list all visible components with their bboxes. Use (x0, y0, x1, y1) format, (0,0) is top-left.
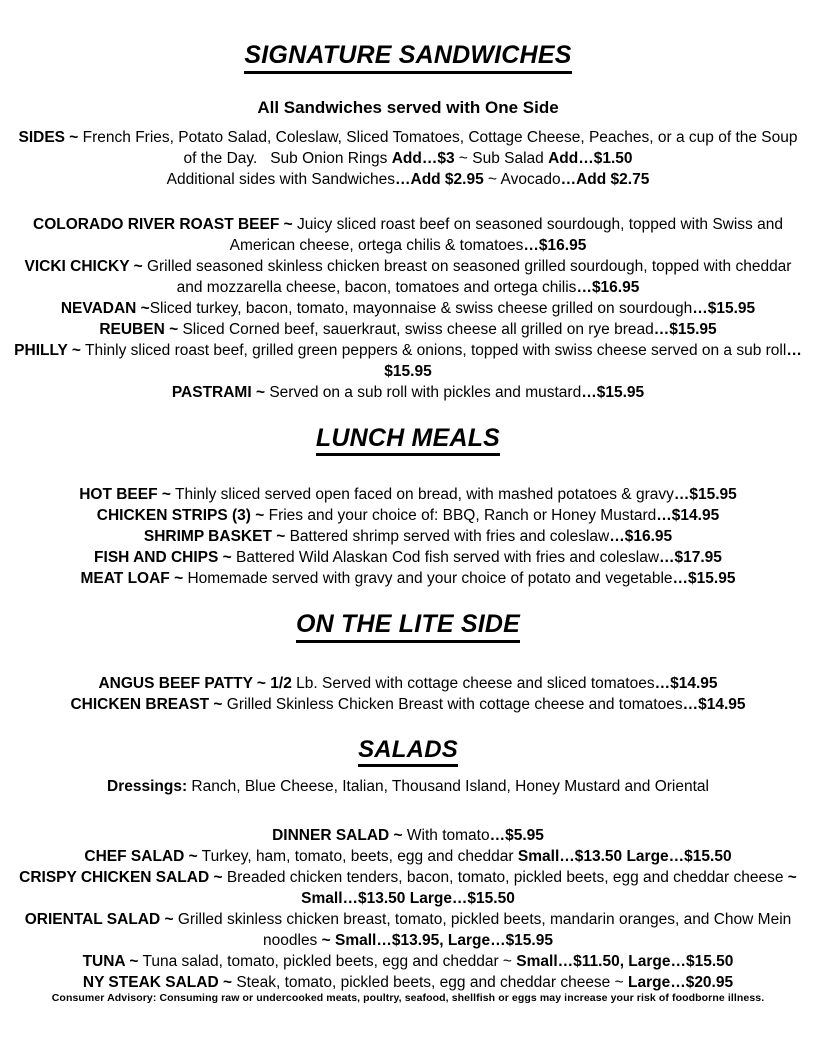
menu-item-name: CHICKEN BREAST ~ (70, 695, 223, 713)
menu-item-desc: Tuna salad, tomato, pickled beets, egg and cheddar ~ (138, 953, 517, 971)
section-heading-salads (14, 715, 802, 767)
menu-item-desc: Battered shrimp served with fries and coleslaw (285, 528, 610, 546)
menu-item-price: …$16.95 (523, 236, 587, 254)
menu-item-name: NEVADAN ~ (60, 299, 150, 317)
menu-item-desc: Grilled seasoned skinless chicken breast on seasoned grilled sourdough, topped with cheddar and mozzarella cheese, bacon, tomatoes and ortega chilis (142, 257, 792, 296)
menu-item (14, 505, 802, 526)
menu-item-price: ~ Small…$13.50 Large…$15.50 (301, 869, 797, 908)
signature-items (14, 214, 802, 403)
menu-item-desc: Lb. Served with cottage cheese and sliced tomatoes (291, 674, 655, 692)
menu-item-name: ORIENTAL SALAD ~ (24, 911, 174, 929)
menu-item-name: NY STEAK SALAD ~ (82, 974, 233, 992)
menu-item-name: MEAT LOAF ~ (80, 570, 184, 588)
lunch-items (14, 484, 802, 589)
menu-item-price: …$15.95 (581, 383, 645, 401)
lite-items (14, 673, 802, 715)
signature-subheading: All Sandwiches served with One Side (257, 97, 559, 117)
avocado-price: …Add $2.75 (560, 170, 650, 188)
extra-sides-text: Additional sides with Sandwiches (166, 170, 395, 188)
salad-items (14, 825, 802, 993)
menu-item-price: ~ Small…$13.95, Large…$15.95 (321, 932, 553, 950)
menu-item-desc: With tomato (402, 827, 490, 845)
menu-item-desc: Battered Wild Alaskan Cod fish served with fries and coleslaw (231, 549, 660, 567)
menu-item-price: …$15.95 (653, 320, 717, 338)
menu-item-desc: Turkey, ham, tomato, beets, egg and cheddar (197, 848, 518, 866)
menu-item (14, 846, 802, 867)
menu-item-name: CHICKEN STRIPS (3) ~ (96, 507, 265, 525)
menu-item (14, 547, 802, 568)
menu-item (14, 568, 802, 589)
dressings-line (14, 776, 802, 797)
section-heading-signature-sandwiches-text: SIGNATURE SANDWICHES (244, 42, 571, 74)
menu-item-desc: Sliced turkey, bacon, tomato, mayonnaise & swiss cheese grilled on sourdough (149, 299, 693, 317)
menu-item-name: ANGUS BEEF PATTY ~ 1/2 (98, 674, 292, 692)
menu-item-price: …$14.95 (682, 695, 746, 713)
sub-salad-price: Add…$1.50 (548, 149, 633, 167)
menu-item (14, 825, 802, 846)
menu-item-desc: Juicy sliced roast beef on seasoned sourdough, topped with Swiss and American cheese, ortega chilis & tomatoes (229, 215, 783, 254)
menu-item-desc: Grilled Skinless Chicken Breast with cottage cheese and tomatoes (222, 695, 683, 713)
menu-item (14, 298, 802, 319)
menu-item (14, 319, 802, 340)
section-heading-signature-sandwiches (14, 0, 802, 74)
menu-item-price: …$15.95 (384, 341, 802, 380)
menu-item (14, 340, 802, 382)
menu-item (14, 382, 802, 403)
section-heading-salads-text: SALADS (358, 737, 458, 767)
menu-item-name: FISH AND CHIPS ~ (94, 549, 232, 567)
menu-item-name: DINNER SALAD ~ (272, 827, 403, 845)
menu-item-desc: Homemade served with gravy and your choice of potato and vegetable (183, 570, 673, 588)
menu-item-desc: Thinly sliced served open faced on bread, with mashed potatoes & gravy (170, 486, 674, 504)
menu-item-desc: Steak, tomato, pickled beets, egg and cheddar cheese ~ (232, 974, 628, 992)
menu-item-name: CHEF SALAD ~ (84, 848, 198, 866)
menu-item-price: …$15.95 (692, 299, 756, 317)
menu-item-price: …$5.95 (489, 827, 544, 845)
menu-item (14, 484, 802, 505)
sides-line-2 (14, 169, 802, 190)
menu-item-name: VICKI CHICKY ~ (24, 257, 143, 275)
menu-item-name: SHRIMP BASKET ~ (143, 528, 286, 546)
menu-item (14, 673, 802, 694)
menu-item (14, 909, 802, 951)
menu-item (14, 972, 802, 993)
menu-item-desc: Thinly sliced roast beef, grilled green peppers & onions, topped with swiss cheese served on a sub roll (80, 341, 787, 359)
menu-item-name: PHILLY ~ (14, 341, 81, 359)
menu-item-price: …$14.95 (656, 507, 720, 525)
menu-item-name: CRISPY CHICKEN SALAD ~ (19, 869, 223, 887)
menu-item-desc: Grilled skinless chicken breast, tomato, pickled beets, mandarin oranges, and Chow Mein noodles (173, 911, 792, 950)
sides-block (14, 127, 802, 190)
menu-item (14, 256, 802, 298)
avocado-separator: ~ Avocado (483, 170, 561, 188)
menu-item-name: COLORADO RIVER ROAST BEEF ~ (33, 215, 293, 233)
menu-item-price: …$15.95 (673, 486, 737, 504)
section-heading-lunch-meals (14, 403, 802, 457)
dressings-block (14, 776, 802, 797)
menu-item-price: …$16.95 (609, 528, 673, 546)
sides-line-1 (14, 127, 802, 169)
menu-item-price: …$15.95 (672, 570, 736, 588)
menu-item-price: Large…$20.95 (627, 974, 734, 992)
menu-item-price: Small…$11.50, Large…$15.50 (516, 953, 734, 971)
menu-item-desc: Served on a sub roll with pickles and mustard (265, 383, 582, 401)
sub-onion-rings-price: Add…$3 (391, 149, 455, 167)
menu-item-name: HOT BEEF ~ (79, 486, 171, 504)
menu-item-price: …$16.95 (576, 278, 640, 296)
menu-item-desc: Sliced Corned beef, sauerkraut, swiss cheese all grilled on rye bread (178, 320, 654, 338)
menu-item (14, 951, 802, 972)
menu-item-desc: Fries and your choice of: BBQ, Ranch or Honey Mustard (264, 507, 657, 525)
sides-text: French Fries, Potato Salad, Coleslaw, Sliced Tomatoes, Cottage Cheese, Peaches, or a cup of the Soup of the Day. Sub Onion Rings (78, 128, 798, 167)
menu-item-price: …$14.95 (654, 674, 718, 692)
menu-item-price: …$17.95 (659, 549, 722, 567)
menu-item-name: PASTRAMI ~ (171, 383, 266, 401)
sides-label: SIDES ~ (18, 128, 79, 146)
section-heading-on-the-lite-side (14, 589, 802, 643)
menu-item (14, 867, 802, 909)
menu-item (14, 526, 802, 547)
consumer-advisory: Consumer Advisory: Consuming raw or undercooked meats, poultry, seafood, shellfish or eggs may increase your risk of foodborne illness. (51, 992, 765, 1004)
dressings-text: Ranch, Blue Cheese, Italian, Thousand Island, Honey Mustard and Oriental (187, 778, 709, 796)
menu-item-name: REUBEN ~ (99, 320, 179, 338)
sides-separator: ~ Sub Salad (454, 149, 549, 167)
dressings-label: Dressings: (107, 778, 188, 796)
menu-item-name: TUNA ~ (82, 953, 139, 971)
menu-item (14, 694, 802, 715)
menu-item-desc: Breaded chicken tenders, bacon, tomato, pickled beets, egg and cheddar cheese (222, 869, 788, 887)
menu-item-price: Small…$13.50 Large…$15.50 (517, 848, 732, 866)
section-heading-on-the-lite-side-text: ON THE LITE SIDE (296, 611, 520, 643)
menu-item (14, 214, 802, 256)
extra-sides-price: …Add $2.95 (395, 170, 484, 188)
section-heading-lunch-meals-text: LUNCH MEALS (316, 425, 500, 457)
